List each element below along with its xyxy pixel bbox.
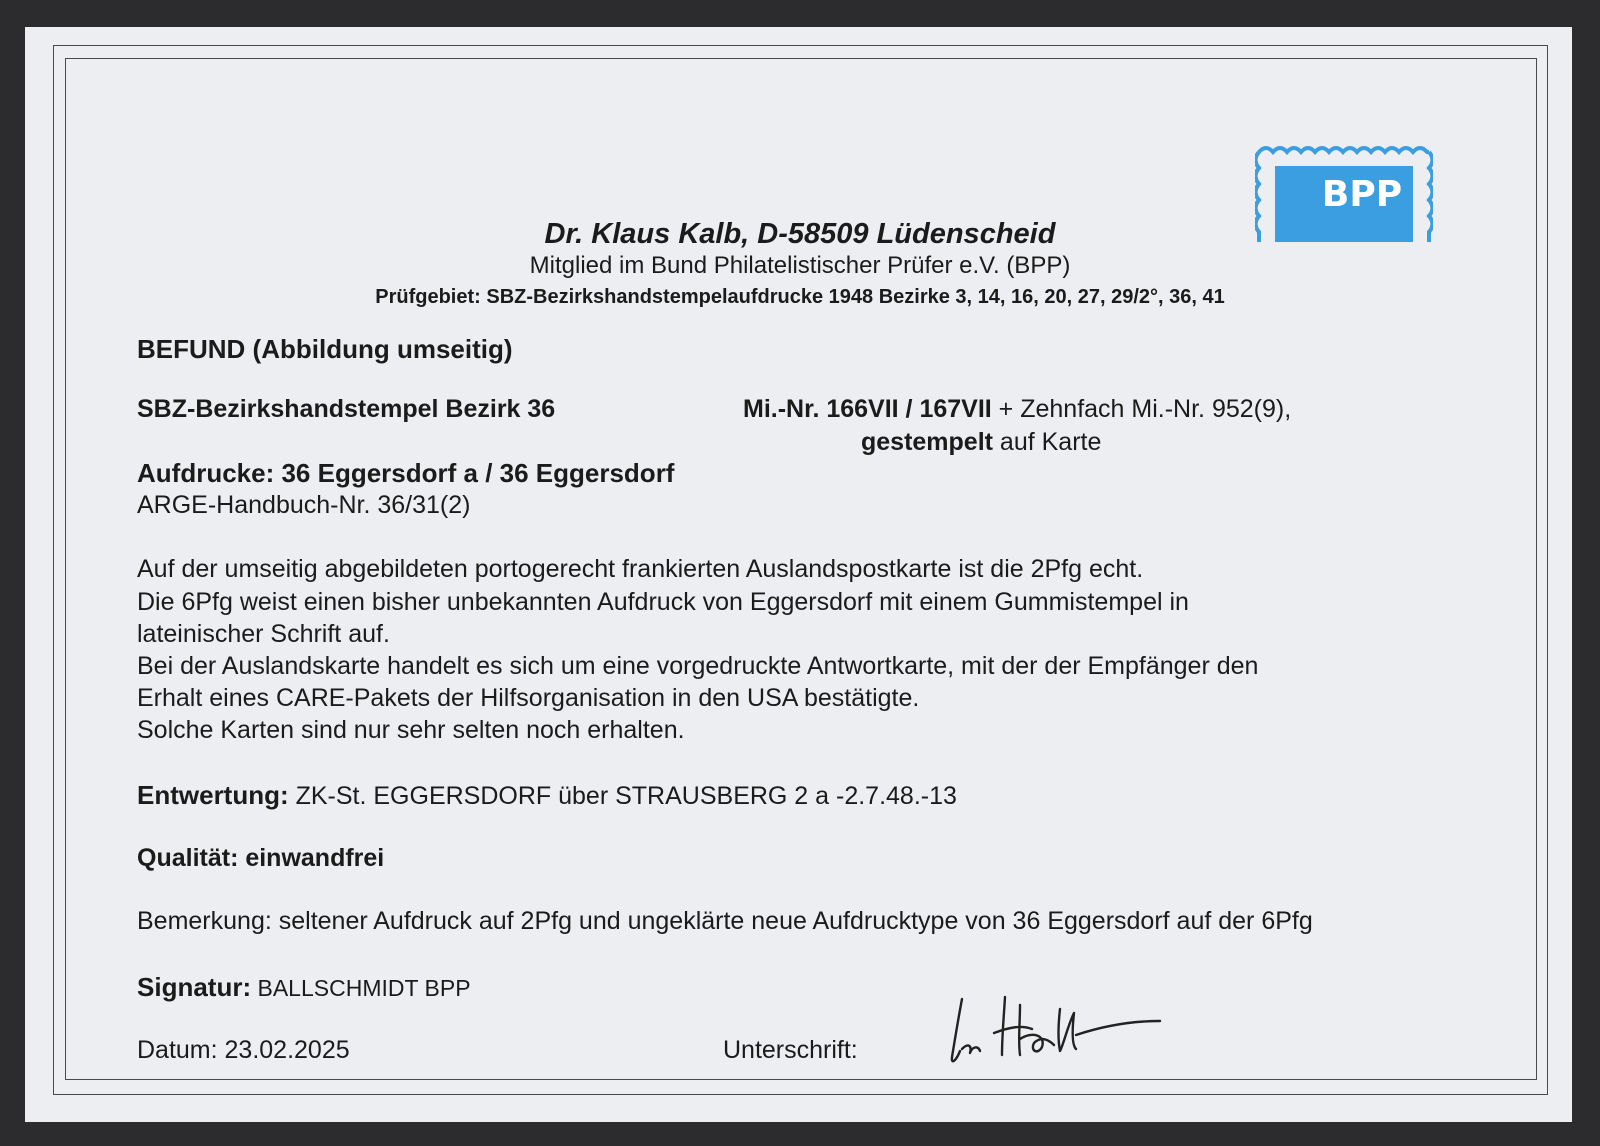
- catalogue-number-bold: Mi.-Nr. 166VII / 167VII: [743, 395, 992, 423]
- cancellation-label: Entwertung:: [137, 780, 289, 810]
- cancellation-value: ZK-St. EGGERSDORF über STRAUSBERG 2 a -2.7.48.-13: [288, 782, 957, 810]
- remark: Bemerkung: seltener Aufdruck auf 2Pfg und ungeklärte neue Aufdrucktype von 36 Eggersdorf auf der 6Pfg: [137, 907, 1313, 935]
- body-line: Auf der umseitig abgebildeten portogerecht frankierten Auslandspostkarte ist die 2Pfg echt.: [137, 555, 1144, 583]
- overprints: Aufdrucke: 36 Eggersdorf a / 36 Eggersdorf: [137, 458, 675, 488]
- cancellation: [137, 780, 957, 811]
- body-line: lateinischer Schrift auf.: [137, 620, 390, 648]
- examiner-name: Dr. Klaus Kalb, D-58509 Lüdenscheid: [544, 218, 1056, 250]
- signature-mark-label: Signatur:: [137, 972, 252, 1002]
- signature-label: Unterschrift:: [723, 1036, 858, 1064]
- expertise-field: Prüfgebiet: SBZ-Bezirkshandstempelaufdrucke 1948 Bezirke 3, 14, 16, 20, 27, 29/2°, 36, 41: [375, 286, 1225, 308]
- handbook-number: ARGE-Handbuch-Nr. 36/31(2): [137, 491, 471, 519]
- cancel-status-rest: auf Karte: [992, 428, 1102, 456]
- date: Datum: 23.02.2025: [137, 1036, 350, 1064]
- signature-mark: [137, 972, 471, 1003]
- catalogue-number: [743, 395, 1291, 424]
- body-line: Solche Karten sind nur sehr selten noch erhalten.: [137, 716, 685, 744]
- signature-mark-value: BALLSCHMIDT BPP: [251, 975, 471, 1001]
- quality: Qualität: einwandfrei: [137, 844, 385, 872]
- befund-heading: BEFUND (Abbildung umseitig): [137, 334, 513, 364]
- membership-line: Mitglied im Bund Philatelistischer Prüfer e.V. (BPP): [529, 252, 1071, 279]
- body-line: Bei der Auslandskarte handelt es sich um eine vorgedruckte Antwortkarte, mit der der Empfänger den: [137, 652, 1259, 680]
- cancel-status: [861, 428, 1101, 457]
- cancel-status-bold: gestempelt: [861, 428, 993, 456]
- catalogue-number-rest: + Zehnfach Mi.-Nr. 952(9),: [991, 395, 1292, 423]
- body-line: Die 6Pfg weist einen bisher unbekannten Aufdruck von Eggersdorf mit einem Gummistempel in: [137, 588, 1189, 616]
- item-title: SBZ-Bezirkshandstempel Bezirk 36: [137, 395, 556, 423]
- handwritten-signature: [950, 995, 1170, 1090]
- logo-text: BPP: [1321, 174, 1403, 215]
- body-line: Erhalt eines CARE-Pakets der Hilfsorganisation in den USA bestätigte.: [137, 684, 920, 712]
